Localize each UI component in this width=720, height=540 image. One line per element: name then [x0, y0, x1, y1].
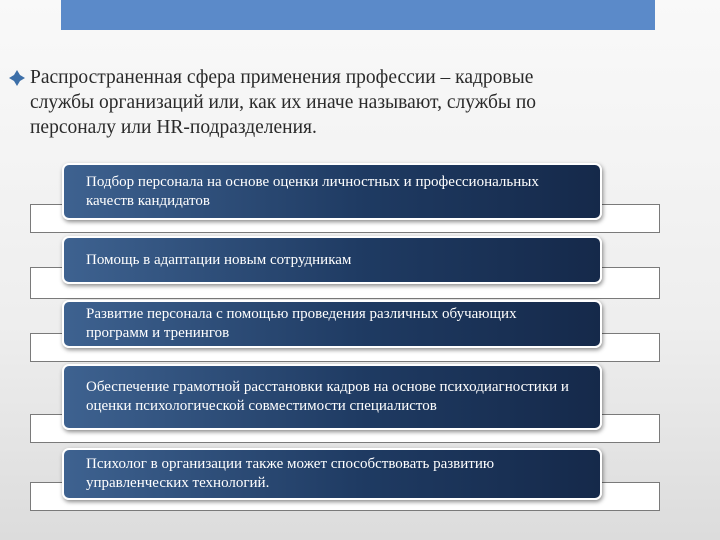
title-banner: [61, 0, 655, 30]
list-item-card: [62, 236, 602, 284]
intro-text: [8, 65, 628, 140]
list-item-card: [62, 163, 602, 220]
list-item-text: Обеспечение грамотной расстановки кадров на основе психодиагностики и оценки психологической совместимости специалистов: [86, 379, 569, 414]
intro-paragraph: [8, 65, 628, 140]
intro-line: Распространенная сфера применения профессии – кадровые: [30, 67, 534, 88]
list-item-text: Подбор персонала на основе оценки личностных и профессиональных качеств кандидатов: [86, 173, 539, 209]
list-item-text: Развитие персонала с помощью проведения различных обучающих программ и тренингов: [86, 306, 517, 341]
intro-line: службы организаций или, как их иначе называют, службы по: [30, 92, 537, 113]
diamond-bullet-icon: [8, 65, 30, 87]
list-item-card: [62, 448, 602, 500]
list-item-text: Помощь в адаптации новым сотрудникам: [86, 251, 352, 268]
list-item-text: Психолог в организации также может способствовать развитию управленческих технологий.: [86, 456, 495, 491]
list-item-card: [62, 364, 602, 430]
list-item-card: [62, 300, 602, 348]
intro-line: персоналу или HR-подразделения.: [30, 117, 317, 138]
